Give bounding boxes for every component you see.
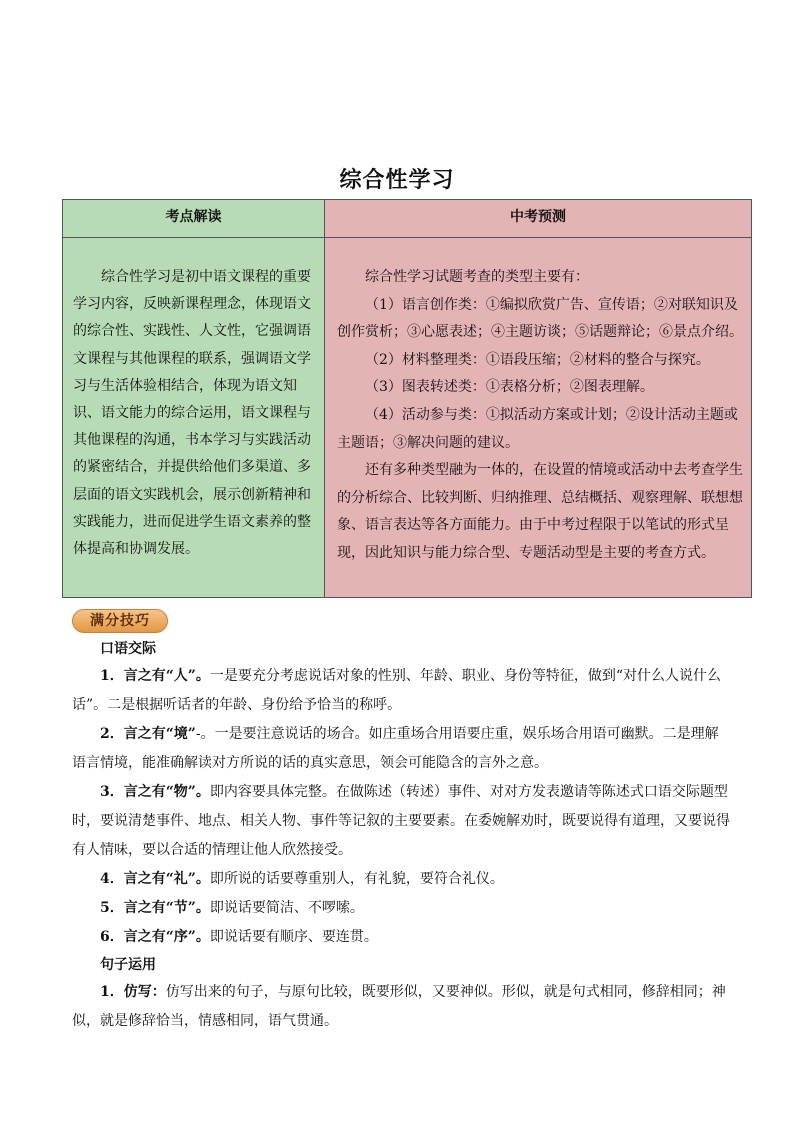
tip-item xyxy=(72,720,732,778)
prediction-paragraph: 综合性学习试题考查的类型主要有： xyxy=(365,269,589,285)
tip-item xyxy=(72,662,732,720)
prediction-paragraph: （3）图表转述类：①表格分析；②图表理解。 xyxy=(365,379,654,396)
tips-badge: 满分技巧 xyxy=(72,609,168,633)
tip-label: 1．仿写： xyxy=(100,984,166,1000)
tip-text: 仿写出来的句子，与原句比较，既要形似，又要神似。形似，就是句式相同，修辞相同；神似，就是修辞恰当，情感相同，语气贯通。 xyxy=(72,984,726,1029)
tip-text: 即所说的话要尊重别人，有礼貌，要符合礼仪。 xyxy=(209,871,504,887)
prediction-paragraph: （4）活动参与类：①拟活动方案或计划；②设计活动主题或主题语；③解决问题的建议。 xyxy=(337,406,738,451)
tip-text: 即内容要具体完整。在做陈述（转述）事件、对对方发表邀请等陈述式口语交际题型时，要说清楚事件、地点、相关人物、事件等记叙的主要要素。在委婉解劝时，既要说得有道理，又要说得有人情味，要以合适的情理让他人欣然接受。 xyxy=(72,784,730,858)
page-title: 综合性学习 xyxy=(339,167,455,193)
tip-text: 一是要充分考虑说话对象的性别、年龄、职业、身份等特征，做到“对什么人说什么话”。二是根据听话者的年龄、身份给予恰当的称呼。 xyxy=(72,668,722,713)
section-heading-oral: 口语交际 xyxy=(100,641,156,657)
exam-points-text: 综合性学习是初中语文课程的重要学习内容，反映新课程理念，体现语文的综合性、实践性、人文性，它强调语文课程与其他课程的联系，强调语文学习与生活体验相结合，体现为语文知识、语文能力的综合运用，语文课程与其他课程的沟通，书本学习与实践活动的紧密结合，并提供给他们多渠道、多层面的语文实践机会，展示创新精神和实践能力，进而促进学生语文素养的整体提高和协调发展。 xyxy=(63,238,325,597)
exam-prediction-text xyxy=(325,238,751,597)
tip-text: 即说话要简洁、不啰嗦。 xyxy=(209,900,364,916)
tip-text: 即说话要有顺序、要连贯。 xyxy=(209,929,378,945)
overview-table xyxy=(62,199,752,598)
header-exam-points: 考点解读 xyxy=(63,200,325,238)
tip-item xyxy=(72,865,732,894)
prediction-paragraph: 还有多种类型融为一体的，在设置的情境或活动中去考查学生的分析综合、比较判断、归纳推理、总结概括、观察理解、联想想象、语言表达等各方面能力。由于中考过程限于以笔试的形式呈现，因此知识与能力综合型、专题活动型是主要的考查方式。 xyxy=(337,462,743,561)
section-heading-sentence: 句子运用 xyxy=(100,957,156,973)
tip-label: 4．言之有“礼”。 xyxy=(100,871,210,887)
header-exam-prediction: 中考预测 xyxy=(325,200,751,238)
prediction-paragraph: （2）材料整理类：①语段压缩；②材料的整合与探究。 xyxy=(365,351,710,368)
tip-label: 3．言之有“物”。 xyxy=(100,784,210,800)
tip-label: 6．言之有“序”。 xyxy=(100,929,210,945)
tips-content xyxy=(72,636,732,1036)
tip-label: 1．言之有“人”。 xyxy=(100,668,210,684)
tip-text: -。一是要注意说话的场合。如庄重场合用语要庄重，娱乐场合用语可幽默。二是理解语言情境，能准确解读对方所说的话的真实意思，领会可能隐含的言外之意。 xyxy=(72,726,719,771)
tip-item xyxy=(72,923,732,952)
tip-item xyxy=(72,978,732,1036)
tip-item xyxy=(72,778,732,865)
tip-label: 2．言之有“境” xyxy=(100,726,196,742)
tip-label: 5．言之有“节”。 xyxy=(100,900,210,916)
tip-item xyxy=(72,894,732,923)
prediction-paragraph: （1）语言创作类：①编拟欣赏广告、宣传语；②对联知识及创作赏析；③心愿表述；④主题访谈；⑤话题辩论；⑥景点介绍。 xyxy=(337,296,743,341)
